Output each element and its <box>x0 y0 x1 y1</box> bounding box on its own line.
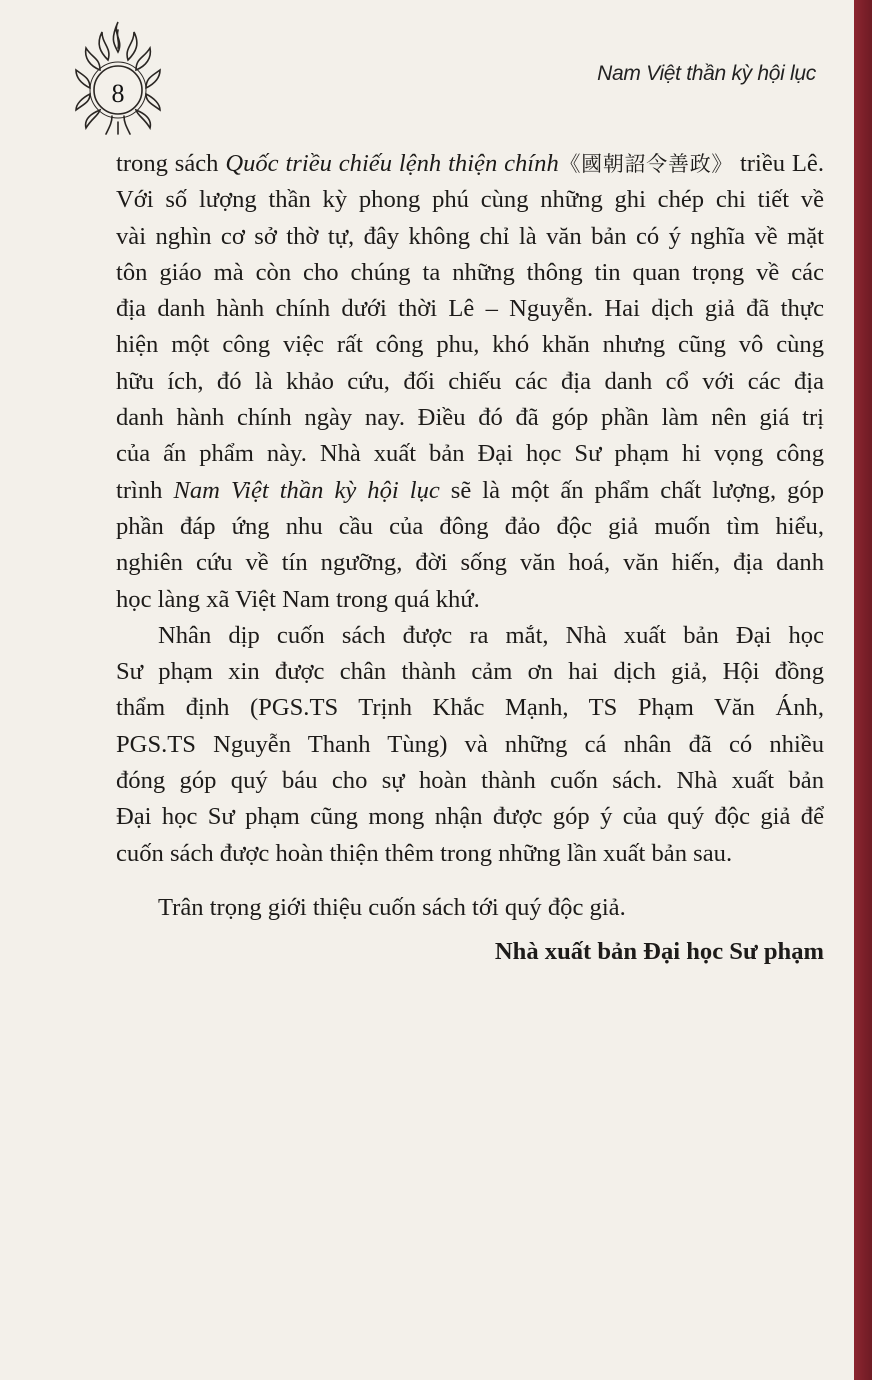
text-line: vài nghìn cơ sở thờ tự, đây không chỉ là văn bản có ý nghĩa về mặt <box>116 222 824 250</box>
publisher-signature: Nhà xuất bản Đại học Sư phạm <box>494 938 824 965</box>
text-line: nghiên cứu về tín ngưỡng, đời sống văn hoá, văn hiến, địa danh <box>116 549 824 577</box>
text-line: địa danh hành chính dưới thời Lê – Nguyễn. Hai dịch giả đã thực <box>116 295 824 323</box>
text-line: hiện một công việc rất công phu, khó khăn nhưng cũng vô cùng <box>116 331 824 359</box>
text-line: học làng xã Việt Nam trong quá khứ. <box>116 585 480 613</box>
text-line: thẩm định (PGS.TS Trịnh Khắc Mạnh, TS Phạm Văn Ánh, <box>116 694 824 722</box>
paragraph-2 <box>116 618 824 872</box>
text-line: Đại học Sư phạm cũng mong nhận được góp ý của quý độc giả để <box>116 803 824 831</box>
text-line: của ấn phẩm này. Nhà xuất bản Đại học Sư phạm hi vọng công <box>116 440 824 468</box>
page-number: 8 <box>111 79 125 108</box>
book-page-edge <box>854 0 872 1380</box>
text-line: cuốn sách được hoàn thiện thêm trong những lần xuất bản sau. <box>116 839 733 867</box>
chinese-title: 《國朝詔令善政》 <box>558 152 734 176</box>
running-header-title: Nam Việt thần kỳ hội lục <box>597 62 816 85</box>
paragraph-3: Trân trọng giới thiệu cuốn sách tới quý độc giả. <box>158 893 626 921</box>
paragraph-1 <box>116 146 824 618</box>
book-title-italic: Nam Việt thần kỳ hội lục <box>173 476 440 504</box>
text-line: Sư phạm xin được chân thành cảm ơn hai dịch giả, Hội đồng <box>116 658 824 686</box>
text-line: PGS.TS Nguyễn Thanh Tùng) và những cá nhân đã có nhiều <box>116 730 824 758</box>
text-line: phần đáp ứng nhu cầu của đông đảo độc giả muốn tìm hiểu, <box>116 512 824 540</box>
book-title-italic: Quốc triều chiếu lệnh thiện chính <box>225 150 559 177</box>
text-line: trong sách Quốc triều chiếu lệnh thiện chính《國朝詔令善政》 triều Lê. <box>116 150 824 177</box>
text-line: danh hành chính ngày nay. Điều đó đã góp phần làm nên giá trị <box>116 404 824 432</box>
text-line: đóng góp quý báu cho sự hoàn thành cuốn sách. Nhà xuất bản <box>116 767 824 795</box>
body-text <box>116 146 824 926</box>
text-line: trình Nam Việt thần kỳ hội lục sẽ là một ấn phẩm chất lượng, góp <box>116 476 824 504</box>
text-line: Nhân dịp cuốn sách được ra mắt, Nhà xuất bản Đại học <box>158 621 824 649</box>
text-line: Với số lượng thần kỳ phong phú cùng những ghi chép chi tiết về <box>116 186 824 214</box>
text-line: hữu ích, đó là khảo cứu, đối chiếu các địa danh cổ với các địa <box>116 367 824 395</box>
text-line: tôn giáo mà còn cho chúng ta những thông tin quan trọng về các <box>116 258 824 286</box>
